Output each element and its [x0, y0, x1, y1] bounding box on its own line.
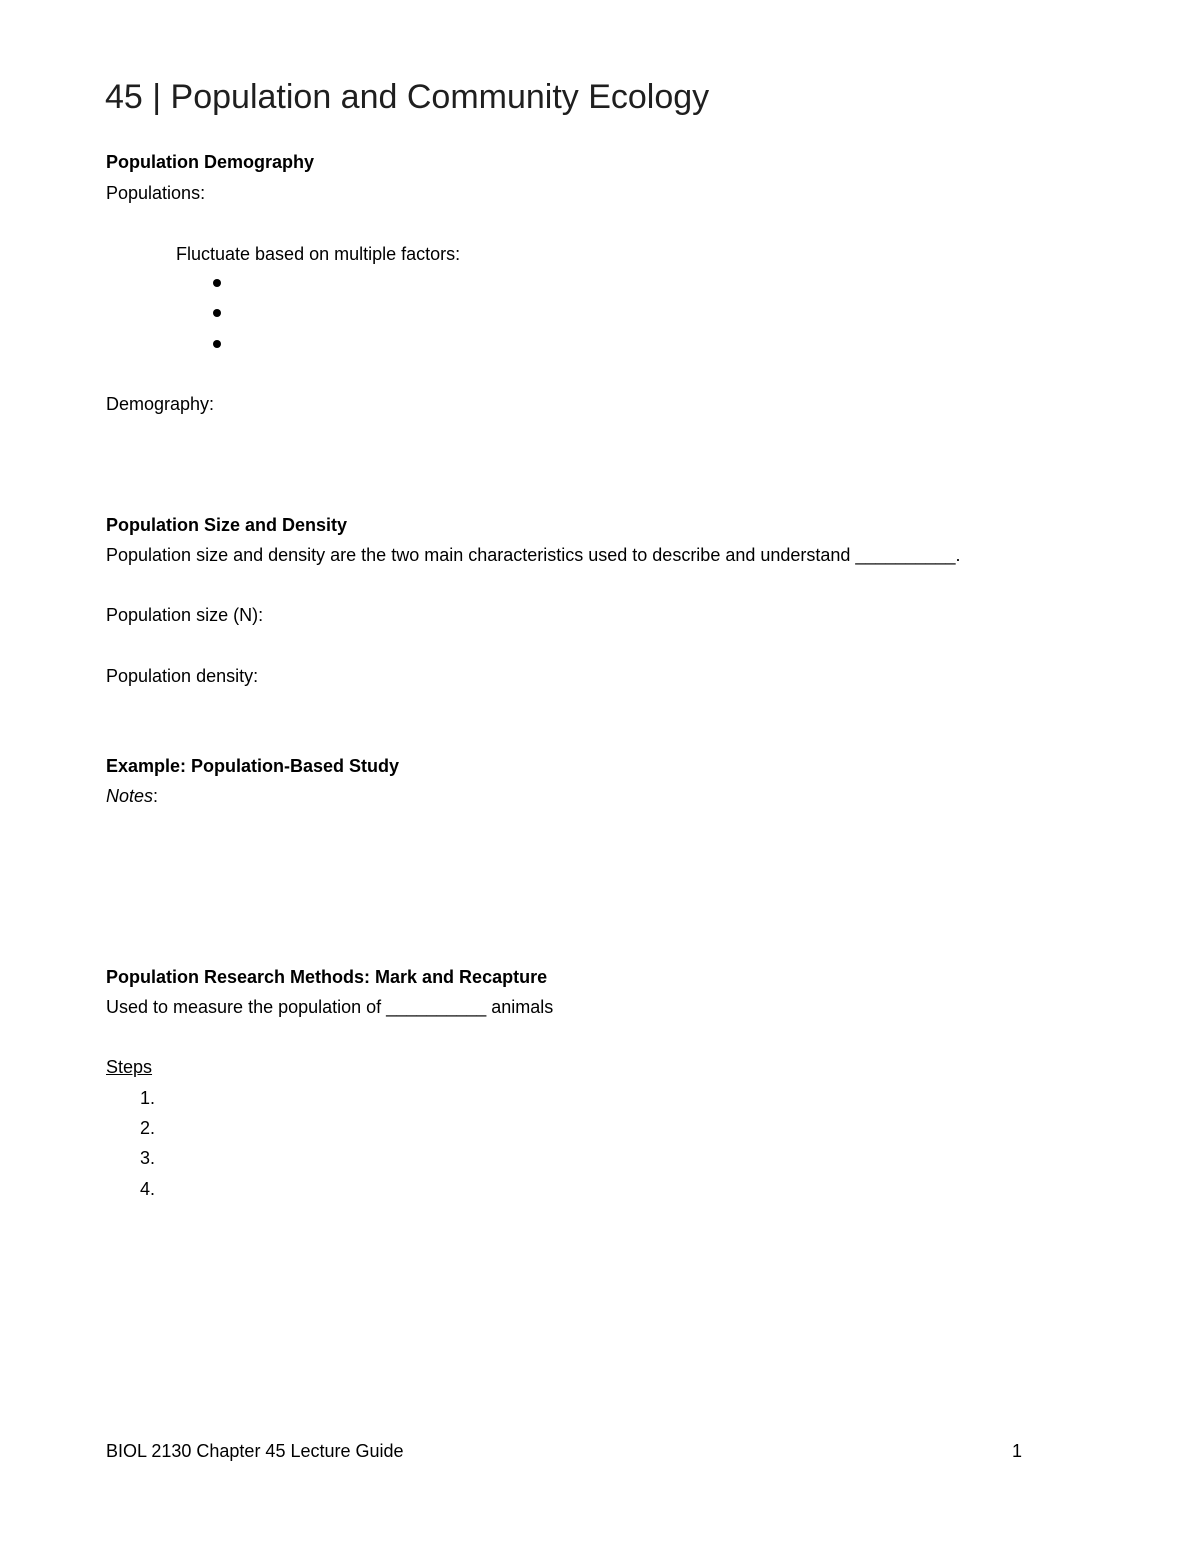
population-density-label: Population density: [106, 666, 259, 686]
steps-label: Steps [106, 1057, 153, 1077]
fluctuate-label: Fluctuate based on multiple factors: [176, 244, 461, 264]
step-number: 2. [140, 1118, 156, 1138]
notes-line [106, 785, 158, 807]
step-number: 1. [140, 1088, 156, 1108]
step-number: 3. [140, 1148, 156, 1168]
bullet-icon [213, 309, 221, 317]
bullet-icon [213, 340, 221, 348]
step-number: 4. [140, 1179, 156, 1199]
demography-label: Demography: [106, 394, 215, 414]
notes-label: Notes [106, 786, 154, 806]
population-size-label: Population size (N): [106, 605, 264, 625]
page-title: 45 | Population and Community Ecology [105, 78, 710, 116]
section-heading-size-density: Population Size and Density [106, 515, 348, 535]
section-heading-example: Example: Population-Based Study [106, 756, 400, 776]
section-heading-demography: Population Demography [106, 152, 315, 172]
bullet-icon [213, 279, 221, 287]
notes-colon: : [153, 786, 159, 806]
section-heading-mark-recapture: Population Research Methods: Mark and Recapture [106, 967, 548, 987]
populations-label: Populations: [106, 183, 206, 203]
footer-page-number: 1 [1012, 1441, 1023, 1461]
size-density-intro: Population size and density are the two main characteristics used to describe and understand __________. [106, 545, 961, 565]
mark-recapture-intro: Used to measure the population of __________ animals [106, 997, 554, 1017]
footer-course: BIOL 2130 Chapter 45 Lecture Guide [106, 1441, 404, 1461]
